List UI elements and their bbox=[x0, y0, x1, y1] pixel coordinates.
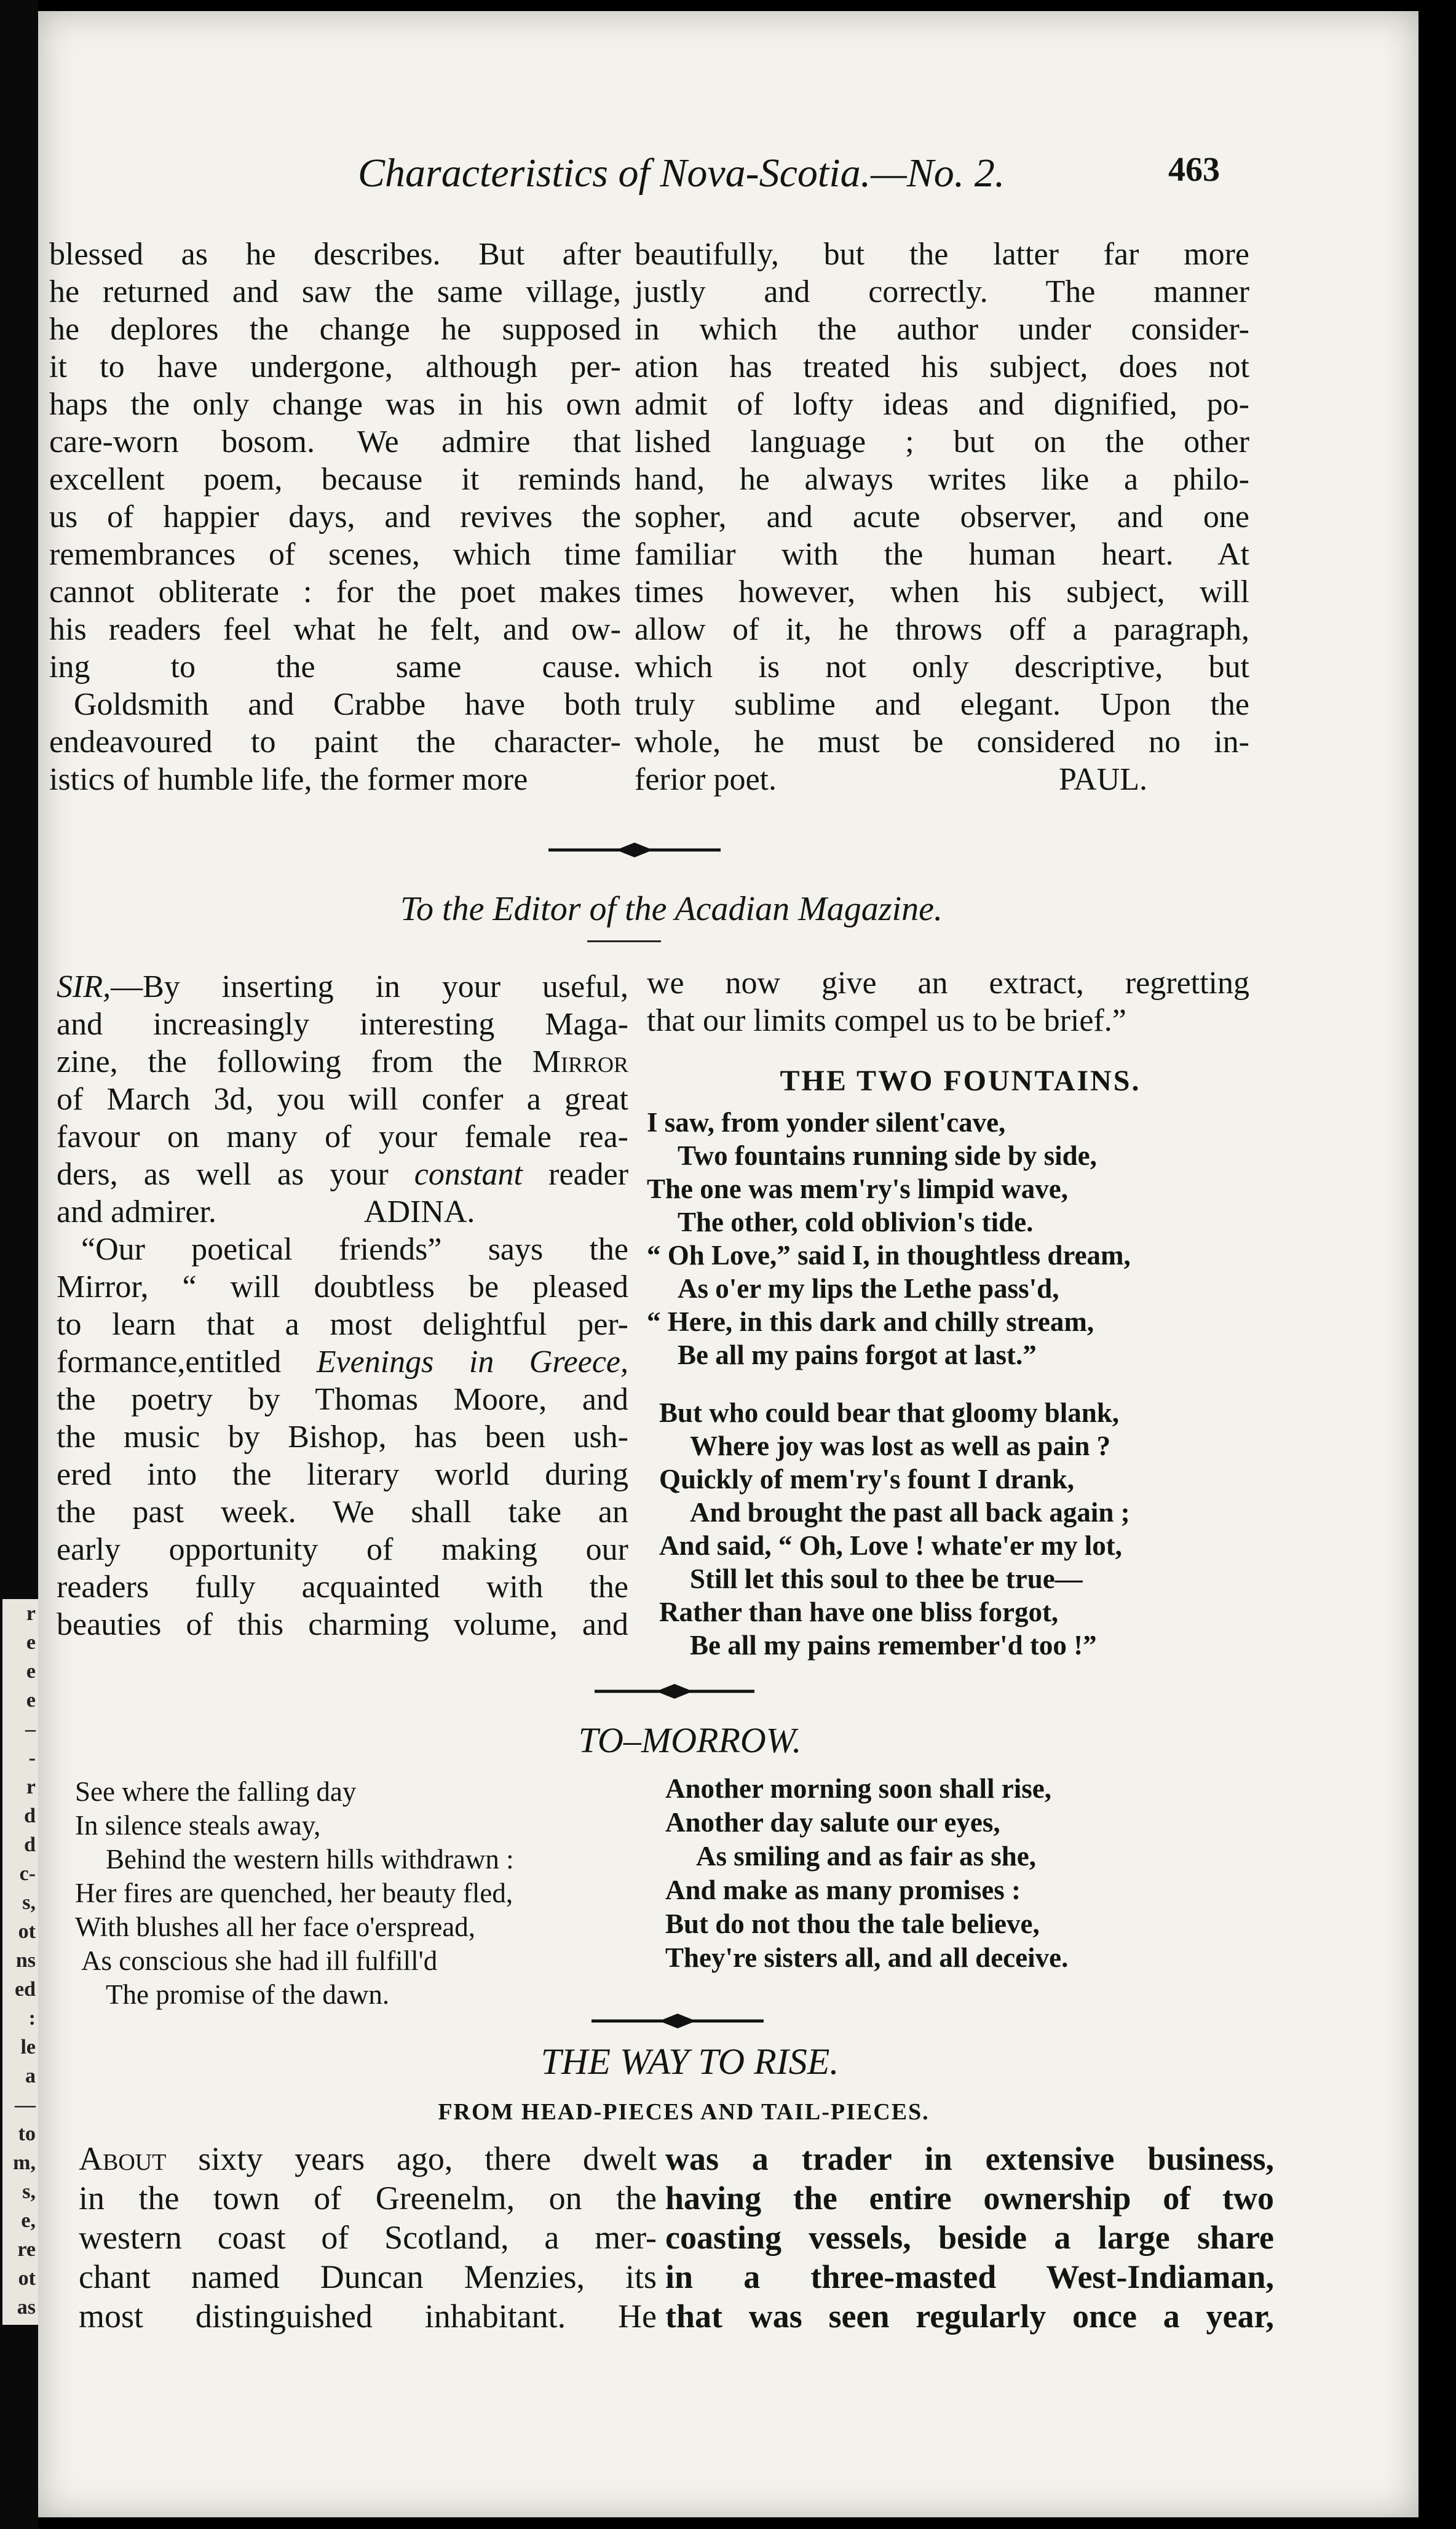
poem-title-fountains: THE TWO FOUNTAINS. bbox=[780, 1065, 1141, 1097]
rise-right-column bbox=[665, 2139, 1274, 2336]
text-line: ered into the literary world during bbox=[57, 1457, 628, 1492]
text-line: In silence steals away, bbox=[75, 1810, 321, 1841]
margin-fragment: s, bbox=[22, 1891, 36, 1914]
text-line: truly sublime and elegant. Upon the bbox=[635, 687, 1249, 722]
text-line: that was seen regularly once a year, bbox=[665, 2298, 1274, 2335]
text-line: care-worn bosom. We admire that bbox=[49, 424, 621, 459]
poem-title-tomorrow: TO–MORROW. bbox=[578, 1720, 802, 1760]
margin-fragment: d bbox=[24, 1833, 36, 1856]
text-line: us of happier days, and revives the bbox=[49, 499, 621, 534]
text-line: and increasingly interesting Maga- bbox=[57, 1007, 628, 1042]
text-line: excellent poem, because it reminds bbox=[49, 462, 621, 497]
text-line: he returned and saw the same village, bbox=[49, 274, 621, 309]
margin-fragment: ed bbox=[15, 1978, 36, 2001]
text-line: Behind the western hills withdrawn : bbox=[106, 1844, 514, 1875]
text-line: Rather than have one bliss forgot, bbox=[659, 1597, 1059, 1627]
margin-fragment: e bbox=[26, 1660, 36, 1683]
text-line: Quickly of mem'ry's fount I drank, bbox=[659, 1464, 1075, 1495]
text-line: favour on many of your female rea- bbox=[57, 1119, 628, 1154]
text-line: With blushes all her face o'erspread, bbox=[75, 1912, 476, 1942]
tomorrow-right-column bbox=[665, 1772, 1280, 1975]
text-line: cannot obliterate : for the poet makes bbox=[49, 574, 621, 609]
margin-fragment: re bbox=[17, 2238, 36, 2261]
text-line: As conscious she had ill fulfill'd bbox=[81, 1945, 438, 1976]
margin-fragment: e, bbox=[21, 2209, 36, 2232]
text-line: The other, cold oblivion's tide. bbox=[678, 1207, 1034, 1237]
margin-fragment: le bbox=[20, 2036, 36, 2059]
text-line: Mirror, “ will doubtless be pleased bbox=[57, 1269, 628, 1304]
text-line: which is not only descriptive, but bbox=[635, 649, 1249, 685]
fountains-stanza-1 bbox=[647, 1106, 1262, 1372]
text-line: But do not thou the tale believe, bbox=[665, 1908, 1040, 1939]
text-line: They're sisters all, and all deceive. bbox=[665, 1942, 1069, 1973]
margin-fragment: r bbox=[26, 1776, 36, 1798]
text-line: haps the only change was in his own bbox=[49, 387, 621, 422]
margin-fragment: e bbox=[26, 1689, 36, 1712]
text-line: Be all my pains forgot at last.” bbox=[678, 1340, 1037, 1370]
text-line: hand, he always writes like a philo- bbox=[635, 462, 1249, 497]
text-line: he deplores the change he supposed bbox=[49, 312, 621, 347]
text-line: Two fountains running side by side, bbox=[678, 1140, 1097, 1171]
fountains-stanza-2 bbox=[659, 1396, 1274, 1662]
margin-fragment: ns bbox=[15, 1949, 36, 1972]
essay-signature: PAUL. bbox=[1059, 762, 1148, 797]
text-line: About sixty years ago, there dwelt bbox=[79, 2140, 657, 2177]
text-line: formance,entitled Evenings in Greece, bbox=[57, 1344, 628, 1380]
text-line: Still let this soul to thee be true— bbox=[690, 1563, 1083, 1594]
text-line: beauties of this charming volume, and bbox=[57, 1607, 628, 1642]
running-title: Characteristics of Nova-Scotia.—No. 2. bbox=[358, 151, 1005, 196]
heading-rule bbox=[587, 940, 661, 942]
previous-page-edge bbox=[2, 1599, 38, 2325]
section-ornament-2 bbox=[595, 1684, 754, 1699]
text-line: And make as many promises : bbox=[665, 1875, 1021, 1905]
text-line: ders, as well as your constant reader bbox=[57, 1157, 629, 1192]
text-line: And brought the past all back again ; bbox=[690, 1497, 1130, 1528]
text-line: The promise of the dawn. bbox=[106, 1979, 390, 2010]
margin-fragment: s, bbox=[22, 2180, 36, 2203]
text-line: the music by Bishop, has been ush- bbox=[57, 1419, 628, 1455]
rise-left-column bbox=[79, 2139, 657, 2336]
text-line: As o'er my lips the Lethe pass'd, bbox=[678, 1273, 1059, 1304]
text-line: The one was mem'ry's limpid wave, bbox=[647, 1173, 1068, 1204]
margin-fragment: - bbox=[28, 1747, 36, 1769]
section-ornament-3 bbox=[592, 2014, 764, 2028]
text-line: lished language ; but on the other bbox=[635, 424, 1249, 459]
text-line: And said, “ Oh, Love ! whate'er my lot, bbox=[659, 1530, 1122, 1561]
text-line: Goldsmith and Crabbe have both bbox=[74, 687, 621, 722]
text-line: and admirer. ADINA. bbox=[57, 1194, 475, 1229]
text-line: endeavoured to paint the character- bbox=[49, 725, 621, 760]
text-line: in the town of Greenelm, on the bbox=[79, 2180, 657, 2217]
text-line: in a three-masted West-Indiaman, bbox=[665, 2258, 1274, 2295]
text-line: remembrances of scenes, which time bbox=[49, 537, 621, 572]
text-line: sopher, and acute observer, and one bbox=[635, 499, 1249, 534]
margin-fragment: to bbox=[18, 2122, 36, 2145]
letter-left-column bbox=[57, 968, 628, 1643]
margin-fragment: a bbox=[25, 2065, 36, 2087]
text-line: As smiling and as fair as she, bbox=[696, 1841, 1037, 1872]
text-line: coasting vessels, beside a large share bbox=[665, 2219, 1274, 2256]
essay-right-column bbox=[635, 236, 1249, 798]
section-ornament-1 bbox=[548, 843, 721, 857]
text-line: ferior poet. PAUL. bbox=[635, 762, 1148, 797]
margin-fragment: ot bbox=[18, 2267, 36, 2290]
margin-fragment: ot bbox=[18, 1920, 36, 1943]
letter-right-column bbox=[647, 964, 1249, 1039]
margin-fragment: : bbox=[28, 2007, 36, 2030]
letter-heading: To the Editor of the Acadian Magazine. bbox=[400, 890, 943, 928]
text-line: Her fires are quenched, her beauty fled, bbox=[75, 1878, 513, 1908]
text-line: blessed as he describes. But after bbox=[49, 237, 621, 272]
margin-fragment: as bbox=[17, 2296, 36, 2319]
essay-left-column bbox=[49, 236, 621, 798]
text-line: was a trader in extensive business, bbox=[665, 2140, 1274, 2177]
tomorrow-left-column bbox=[75, 1775, 659, 2012]
margin-fragment: d bbox=[24, 1804, 36, 1827]
text-line: we now give an extract, regretting bbox=[647, 966, 1249, 1001]
text-line: times however, when his subject, will bbox=[635, 574, 1249, 609]
margin-fragment: r bbox=[26, 1602, 36, 1625]
text-line: to learn that a most delightful per- bbox=[57, 1307, 628, 1342]
article-title-rise: THE WAY TO RISE. bbox=[540, 2041, 839, 2082]
text-line: Another morning soon shall rise, bbox=[665, 1773, 1051, 1804]
margin-fragment: — bbox=[15, 2094, 36, 2116]
text-line: “ Oh Love,” said I, in thoughtless dream, bbox=[647, 1240, 1131, 1271]
text-line: readers fully acquainted with the bbox=[57, 1570, 628, 1605]
text-line: beautifully, but the latter far more bbox=[635, 237, 1249, 272]
text-line: “Our poetical friends” says the bbox=[81, 1232, 628, 1267]
text-line: the poetry by Thomas Moore, and bbox=[57, 1382, 628, 1417]
text-line: it to have undergone, although per- bbox=[49, 349, 621, 384]
letter-signature: ADINA. bbox=[363, 1194, 475, 1229]
text-line: istics of humble life, the former more bbox=[49, 762, 528, 797]
text-line: familiar with the human heart. At bbox=[635, 537, 1249, 572]
text-line: western coast of Scotland, a mer- bbox=[79, 2219, 657, 2256]
text-line: Where joy was lost as well as pain ? bbox=[690, 1431, 1111, 1461]
text-line: admit of lofty ideas and dignified, po- bbox=[635, 387, 1249, 422]
text-line: allow of it, he throws off a paragraph, bbox=[635, 612, 1249, 647]
margin-fragment: m, bbox=[13, 2151, 36, 2174]
margin-fragment: – bbox=[25, 1718, 36, 1741]
mirror-quote bbox=[57, 1231, 628, 1643]
text-line: having the entire ownership of two bbox=[665, 2180, 1274, 2217]
text-line: Be all my pains remember'd too !” bbox=[690, 1630, 1097, 1661]
text-line: in which the author under consider- bbox=[635, 312, 1249, 347]
text-line: most distinguished inhabitant. He bbox=[79, 2298, 657, 2335]
margin-fragment: c- bbox=[19, 1862, 36, 1885]
text-line: that our limits compel us to be brief.” bbox=[647, 1003, 1126, 1038]
text-line: whole, he must be considered no in- bbox=[635, 725, 1249, 760]
text-line: justly and correctly. The manner bbox=[635, 274, 1249, 309]
text-line: See where the falling day bbox=[75, 1776, 357, 1807]
text-line: SIR,—By inserting in your useful, bbox=[57, 969, 628, 1004]
text-line: I saw, from yonder silent'cave, bbox=[647, 1107, 1006, 1138]
text-line: ing to the same cause. bbox=[49, 649, 621, 685]
text-line: ation has treated his subject, does not bbox=[635, 349, 1249, 384]
article-subtitle-rise: FROM HEAD-PIECES AND TAIL-PIECES. bbox=[438, 2099, 930, 2125]
text-line: Another day salute our eyes, bbox=[665, 1807, 1000, 1838]
text-line: of March 3d, you will confer a great bbox=[57, 1082, 628, 1117]
page-number: 463 bbox=[1168, 151, 1220, 189]
text-line: But who could bear that gloomy blank, bbox=[659, 1397, 1120, 1428]
margin-fragment: e bbox=[26, 1631, 36, 1654]
text-line: his readers feel what he felt, and ow- bbox=[49, 612, 621, 647]
text-line: the past week. We shall take an bbox=[57, 1495, 628, 1530]
text-line: zine, the following from the Mirror bbox=[57, 1044, 628, 1079]
text-line: early opportunity of making our bbox=[57, 1532, 628, 1567]
text-line: chant named Duncan Menzies, its bbox=[79, 2258, 657, 2295]
page bbox=[38, 11, 1418, 2517]
text-line: “ Here, in this dark and chilly stream, bbox=[647, 1306, 1094, 1337]
